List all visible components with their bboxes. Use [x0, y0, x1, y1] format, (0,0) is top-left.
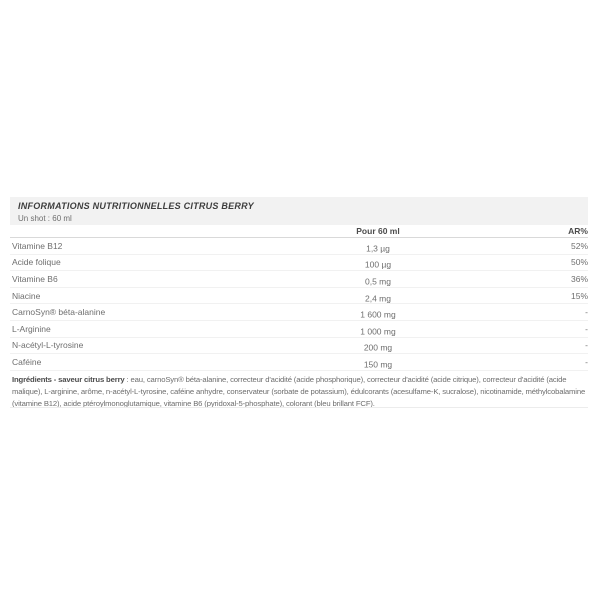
nutrient-amount: 1 600 mg — [360, 309, 396, 320]
nutrient-label: Vitamine B12 — [12, 240, 63, 251]
ingredients-label: Ingrédients - saveur citrus berry — [12, 374, 125, 384]
nutrient-ri: 36% — [570, 273, 588, 284]
nutrient-label: Acide folique — [12, 257, 61, 268]
nutrient-amount: 1 000 mg — [360, 326, 396, 337]
table-row — [10, 338, 588, 355]
table-row — [10, 271, 588, 288]
nutrient-ri: 52% — [570, 240, 588, 251]
nutrient-ri: - — [585, 340, 588, 351]
nutrient-ri: - — [585, 307, 588, 318]
nutrition-panel — [10, 197, 588, 418]
ingredients-paragraph — [10, 374, 588, 411]
nutrient-label: L-Arginine — [12, 323, 51, 334]
nutrient-label: Niacine — [12, 290, 41, 301]
column-header-amount: Pour 60 ml — [356, 226, 400, 236]
serving-size: Un shot : 60 ml — [18, 214, 72, 223]
nutrition-rows — [10, 238, 588, 371]
bottom-divider — [10, 407, 588, 408]
panel-title: INFORMATIONS NUTRITIONNELLES CITRUS BERRY — [18, 201, 254, 211]
nutrient-label: CarnoSyn® béta-alanine — [12, 307, 106, 318]
nutrient-amount: 150 mg — [363, 359, 393, 370]
nutrient-ri: - — [585, 356, 588, 367]
table-row — [10, 321, 588, 338]
ingredients-text: : eau, carnoSyn® béta-alanine, correcteur d'acidité (acide phosphorique), correcteur d'acidité (acide citrique), correcteur d'acidité (acide malique), L-arginine, arôme, n-acétyl-L-tyrosine, caféine anhydre, conservateur (sorbate de potassium), édulcorants (acesulfame-K, sucralose), nicotinamide, méthylcobalamine (vitamine B12), acide ptéroylmonoglutamique, vitamine B6 (pyridoxal-5-phosphate), colorant (bleu brillant FCF). — [12, 374, 586, 409]
nutrient-label: Vitamine B6 — [12, 273, 58, 284]
nutrient-amount: 200 mg — [363, 342, 393, 353]
nutrient-ri: 15% — [570, 290, 588, 301]
nutrient-amount: 100 µg — [364, 259, 392, 270]
nutrient-amount: 2,4 mg — [365, 293, 391, 304]
table-row — [10, 238, 588, 255]
column-header-ri: AR% — [568, 226, 588, 236]
nutrient-amount: 1,3 µg — [366, 243, 390, 254]
nutrient-ri: 50% — [570, 257, 588, 268]
table-column-headers — [10, 225, 588, 238]
table-row — [10, 255, 588, 272]
table-row — [10, 304, 588, 321]
nutrient-amount: 0,5 mg — [365, 276, 391, 287]
panel-header — [10, 197, 588, 225]
table-row — [10, 288, 588, 305]
nutrient-label: Caféine — [12, 356, 42, 367]
table-row — [10, 354, 588, 371]
nutrient-label: N-acétyl-L-tyrosine — [12, 340, 84, 351]
nutrient-ri: - — [585, 323, 588, 334]
